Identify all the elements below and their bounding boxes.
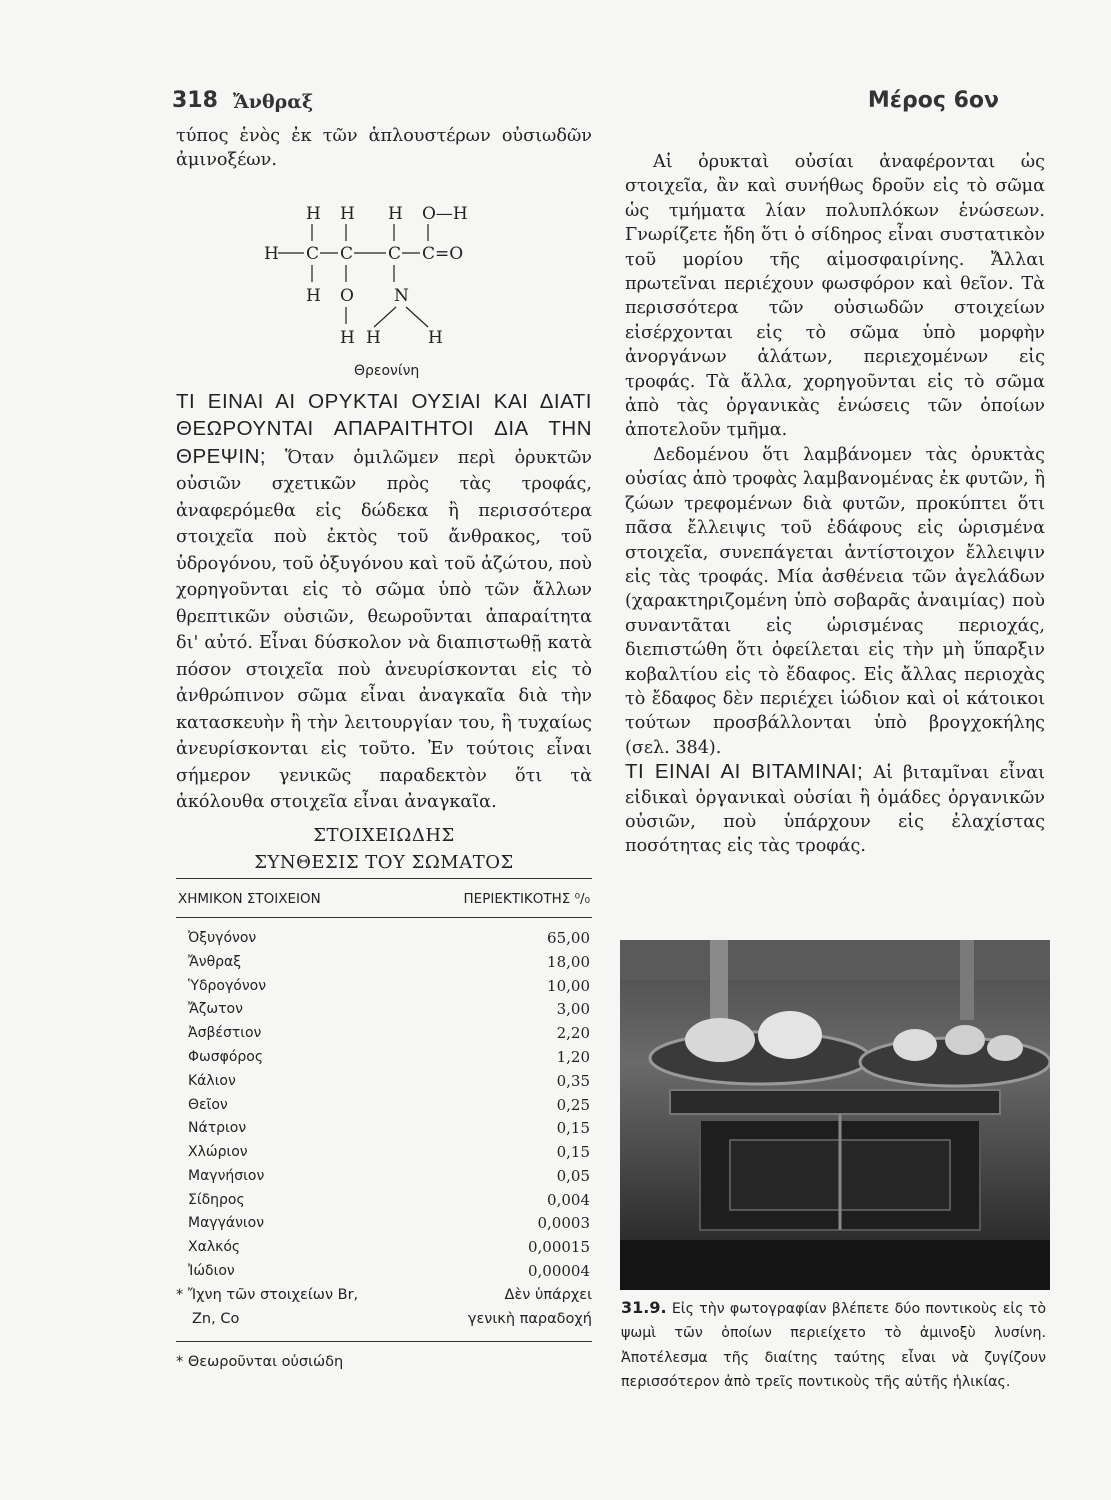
element-name: Μαγγάνιον <box>188 1215 265 1232</box>
table-row <box>176 926 592 950</box>
element-percentage: 18,00 <box>547 952 590 971</box>
table-row <box>176 1045 592 1069</box>
section-text-minerals: Ὅταν ὁμιλῶμεν περὶ ὀρυκτῶν οὐσιῶν σχετικῶν πρὸς τὰς τροφάς, ἀναφερόμεθα εἰς δώδεκα ἢ περισσότερα στοιχεῖα ποὺ ἐκτὸς τοῦ ἄνθρακος, τοῦ ὑδρογόνου, τοῦ ὀξυγόνου καὶ τοῦ ἀζώτου, ποὺ χορηγοῦνται εἰς τὸ σῶμα ὑπὸ τῶν ἄλλων θρεπτικῶν οὐσιῶν, θεωροῦνται ἀπαραίτητα δι' αὐτό. Εἶναι δύσκολον νὰ διαπιστωθῇ κατὰ πόσον στοιχεῖα ποὺ ἀνευρίσκονται εἰς τὸ ἀνθρώπινον σῶμα εἶναι ἀναγκαῖα διὰ τὴν κατασκευὴν ἢ τὴν λειτουργίαν του, ἢ τυχαίως ἀνευρίσκονται εἰς τοῦτο. Ἐν τούτοις εἶναι σήμερον γενικῶς παραδεκτὸν ὅτι τὰ ἀκόλουθα στοιχεῖα εἶναι ἀναγκαῖα. <box>176 447 592 813</box>
col-element-header: ΧΗΜΙΚΟΝ ΣΤΟΙΧΕΙΟΝ <box>178 890 321 907</box>
element-percentage: 0,00015 <box>527 1238 590 1257</box>
element-percentage: 3,00 <box>556 1000 590 1019</box>
atom-c: C <box>388 243 402 264</box>
trace-left-2: Zn, Co <box>192 1311 240 1328</box>
table-row <box>176 1236 592 1260</box>
para-soil-deficiency: Δεδομένου ὅτι λαμβάνομεν τὰς ὀρυκτὰς οὐσίας ἀπὸ τροφὰς λαμβανομένας ἐκ φυτῶν, ἢ ζώων τρεφομένων διὰ φυτῶν, προκύπτει ὅτι πᾶσα ἔλλειψις τοῦ ἐδάφους εἰς ὡρισμένα στοιχεῖα, συνεπάγεται ἀντίστοιχον ἔλλειψιν εἰς τὰς τροφάς. Μία ἀσθένεια τῶν ἀγελάδων (χαρακτηριζομένη ὑπὸ σοβαρᾶς ἀναιμίας) ποὺ συναντᾶται εἰς ὡρισμένας περιοχάς, διεπιστώθη ὅτι ὀφείλεται εἰς τὴν μὴ ὕπαρξιν κοβαλτίου εἰς τὸ ἔδαφος. Εἰς ἄλλας περιοχὰς τὸ ἔδαφος δὲν περιέχει ἰώδιον καὶ οἱ κάτοικοι τούτων προσβάλλονται ὑπὸ βρογχοκήλης (σελ. 384). <box>625 444 1045 758</box>
section-heading-minerals: ΤΙ ΕΙΝΑΙ ΑΙ ΟΡΥΚΤΑΙ ΟΥΣΙΑΙ ΚΑΙ ΔΙΑΤΙ ΘΕΩΡΟΥΝΤΑΙ ΑΠΑΡΑΙΤΗΤΟΙ ΔΙΑ ΤΗΝ ΘΡΕΨΙΝ; <box>176 389 592 468</box>
table-row <box>176 1021 592 1045</box>
element-percentage: 0,00004 <box>527 1262 590 1281</box>
table-row <box>176 1117 592 1141</box>
atom-oh: O—H <box>422 203 468 224</box>
section-vitamins <box>625 760 1045 859</box>
table-title-line2: ΣΥΝΘΕΣΙΣ ΤΟΥ ΣΩΜΑΤΟΣ <box>254 851 514 873</box>
element-percentage: 0,15 <box>556 1143 590 1162</box>
footnote-rule <box>176 1341 592 1342</box>
atom-o: O <box>340 285 354 306</box>
element-percentage: 2,20 <box>556 1024 590 1043</box>
structural-formula-diagram <box>236 179 536 389</box>
col-content-header: ΠΕΡΙΕΚΤΙΚΟΤΗΣ ⁰/₀ <box>463 890 590 907</box>
element-name: Ἀσβέστιον <box>188 1025 262 1042</box>
photo-mice-on-scale <box>620 940 1050 1290</box>
table-row <box>176 1188 592 1212</box>
element-percentage: 0,25 <box>556 1095 590 1114</box>
trace-right-1: Δὲν ὑπάρχει <box>504 1287 592 1304</box>
element-percentage: 0,004 <box>547 1190 590 1209</box>
right-column <box>625 150 1045 859</box>
element-name: Μαγνήσιον <box>188 1167 265 1184</box>
element-name: Ὑδρογόνον <box>188 977 267 994</box>
element-name: Ἰώδιον <box>188 1263 235 1280</box>
atom-c: C <box>306 243 320 264</box>
table-row <box>176 1164 592 1188</box>
element-percentage: 0,0003 <box>537 1214 590 1233</box>
figure-number: 31.9. <box>621 1298 667 1317</box>
atom-h: H <box>306 203 321 224</box>
element-name: Φωσφόρος <box>188 1048 264 1065</box>
atom-h: H <box>340 203 355 224</box>
para-minerals-elements: Αἱ ὀρυκταὶ οὐσίαι ἀναφέρονται ὡς στοιχεῖα, ἂν καὶ συνήθως δροῦν εἰς τὸ σῶμα ὡς τμήματα λίαν πολυπλόκων ἑνώσεων. Γνωρίζετε ἤδη ὅτι ὁ σίδηρος εἶναι συστατικὸν τοῦ μορίου τῆς αἱμοσφαιρίνης. Ἄλλαι πρωτεῖναι περιέχουν φωσφόρον καὶ θεῖον. Τὰ περισσότερα τῶν οὐσιωδῶν στοιχείων εἰσέρχονται εἰς τὸ σῶμα ὑπὸ μορφὴν ἀνοργάνων ἁλάτων, περιεχομένων εἰς τροφάς. Τὰ ἄλλα, χορηγοῦνται εἰς τὸ σῶμα ἀπὸ τὰς ὀργανικὰς ἑνώσεις τῶν ὁποίων ἀποτελοῦν τμῆμα. <box>625 152 1045 441</box>
element-percentage: 0,05 <box>556 1166 590 1185</box>
part-label: Μέρος 6ον <box>867 88 999 113</box>
element-percentage: 0,15 <box>556 1119 590 1138</box>
element-name: Νάτριον <box>188 1120 247 1137</box>
atom-h: H <box>388 203 403 224</box>
left-column <box>176 124 592 1374</box>
atom-h: H <box>340 327 355 348</box>
element-percentage: 10,00 <box>547 976 590 995</box>
table-trace-note <box>176 1283 592 1374</box>
figure-caption-text: Εἰς τὴν φωτογραφίαν βλέπετε δύο ποντικοὺς εἰς τὸ ψωμὶ τῶν ὁποίων περιείχετο τὸ ἀμινοξὺ λυσίνη. Ἀποτέλεσμα τῆς διαίτης ταύτης εἶναι νὰ ζυγίζουν περισσότερον ἀπὸ τρεῖς ποντικοὺς τῆς αὐτῆς ἡλικίας. <box>621 1301 1047 1390</box>
element-percentage: 1,20 <box>556 1047 590 1066</box>
table-footnote: * Θεωροῦνται οὐσιώδη <box>176 1354 344 1371</box>
intro-text: τύπος ἑνὸς ἐκ τῶν ἁπλουστέρων οὐσιωδῶν ἀμινοξέων. <box>176 126 592 171</box>
table-title <box>176 822 592 876</box>
element-name: Ὀξυγόνον <box>188 929 257 946</box>
table-row <box>176 950 592 974</box>
trace-right-2: γενικὴ παραδοχή <box>467 1311 592 1328</box>
table-row <box>176 1093 592 1117</box>
element-percentage: 0,35 <box>556 1071 590 1090</box>
table-row <box>176 1069 592 1093</box>
section-minerals <box>176 389 592 816</box>
atom-h: H <box>428 327 443 348</box>
element-name: Χλώριον <box>188 1144 248 1161</box>
threonine-formula <box>176 179 592 389</box>
table-title-line1: ΣΤΟΙΧΕΙΩΔΗΣ <box>313 824 455 846</box>
formula-caption: Θρεονίνη <box>354 362 420 379</box>
element-name: Θεῖον <box>188 1096 228 1113</box>
table-row <box>176 1140 592 1164</box>
element-name: Ἄνθραξ <box>188 953 242 970</box>
table-body <box>176 926 592 1283</box>
atom-h: H <box>366 327 381 348</box>
element-name: Ἄζωτον <box>188 1001 243 1018</box>
table-row <box>176 998 592 1022</box>
element-name: Χαλκός <box>188 1239 241 1256</box>
atom-h: H <box>264 243 279 264</box>
table-row <box>176 974 592 998</box>
table-header <box>176 878 592 918</box>
atom-co: C=O <box>422 243 464 264</box>
atom-c: C <box>340 243 354 264</box>
trace-left-1: * Ἴχνη τῶν στοιχείων Br, <box>176 1287 359 1304</box>
table-row <box>176 1212 592 1236</box>
chapter-title: Ἄνθραξ <box>233 91 314 113</box>
page-number: 318 <box>172 88 218 113</box>
section-heading-vitamins: ΤΙ ΕΙΝΑΙ ΑΙ ΒΙΤΑΜΙΝΑΙ; <box>625 760 864 784</box>
table-row <box>176 1259 592 1283</box>
figure-caption <box>621 1296 1046 1394</box>
photo-illustration <box>620 940 1050 1290</box>
element-name: Κάλιον <box>188 1072 236 1089</box>
element-percentage: 65,00 <box>547 928 590 947</box>
element-name: Σίδηρος <box>188 1191 245 1208</box>
atom-n: N <box>394 285 409 306</box>
section-text-vitamins: Αἱ βιταμῖναι εἶναι εἰδικαὶ ὀργανικαὶ οὐσίαι ἢ ὁμάδες ὀργανικῶν οὐσιῶν, ποὺ ὑπάρχουν εἰς ἐλαχίστας ποσότητας εἰς τὰς τροφάς. <box>625 763 1045 857</box>
atom-h: H <box>306 285 321 306</box>
